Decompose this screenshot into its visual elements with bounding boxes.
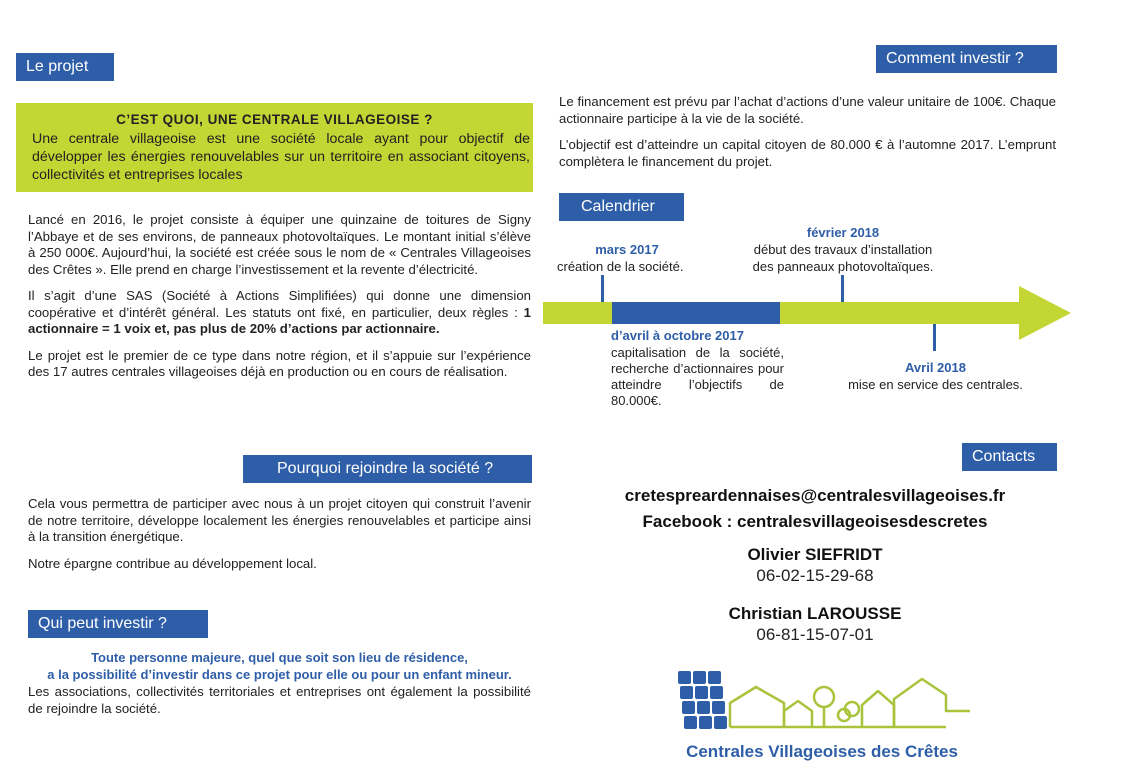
- qui-blue-line-1: Toute personne majeure, quel que soit son lieu de résidence,: [91, 650, 468, 665]
- contact-1-phone: 06-02-15-29-68: [756, 566, 874, 585]
- qui-blue-text: [28, 650, 531, 683]
- mars-text: création de la société.: [557, 259, 684, 274]
- village-outline-icon: [730, 679, 970, 727]
- fevrier-text-2: des panneaux photovoltaïques.: [752, 259, 934, 274]
- marker-mars: [601, 275, 604, 302]
- comment-text: [559, 94, 1056, 180]
- marker-avril: [933, 324, 936, 351]
- comment-investir-tag: Comment investir ?: [876, 45, 1057, 73]
- comment-para-2: L’objectif est d’atteindre un capital citoyen de 80.000 € à l’automne 2017. L’emprunt complètera le financement du projet.: [559, 137, 1056, 169]
- contacts-tag: Contacts: [962, 443, 1057, 471]
- projet-text: [28, 212, 531, 391]
- projet-rules: 1 actionnaire = 1 voix et, pas plus de 20% d’actions par actionnaire.: [28, 304, 531, 336]
- question-title: C’EST QUOI, UNE CENTRALE VILLAGEOISE ?: [116, 112, 433, 127]
- question-box: [16, 103, 533, 192]
- solar-panel-icon: [678, 671, 727, 729]
- contact-facebook[interactable]: Facebook : centralesvillageoisesdescretes: [642, 512, 988, 531]
- mars-date: mars 2017: [595, 242, 659, 257]
- pourquoi-para-1: Cela vous permettra de participer avec nous à un projet citoyen qui construit l’avenir de notre territoire, développe localement les énergies renouvelables et participe ainsi à la transition énergétique.: [28, 496, 531, 544]
- le-projet-tag: Le projet: [16, 53, 114, 81]
- avril-octobre-text: capitalisation de la société, recherche d’actionnaires pour atteindre l’objectifs de 80.000€.: [611, 345, 784, 408]
- calendrier-tag: Calendrier: [559, 193, 684, 221]
- qui-blue-line-2: a la possibilité d’investir dans ce projet pour elle ou pour un enfant mineur.: [47, 666, 512, 682]
- projet-para-1: Lancé en 2016, le projet consiste à équiper une quinzaine de toitures de Signy l’Abbaye et de ses environs, de panneaux photovoltaïques. Le montant initial s’élève à 250 000€. Aujourd’hui, la société est créée sous le nom de « Centrales Villageoises des Crêtes ». Elle prend en charge l’investissement et la revente d’électricité.: [28, 212, 531, 277]
- projet-para-2: Il s’agit d’une SAS (Société à Actions Simplifiées) qui donne une dimension coopérative et d’intérêt général. Les statuts ont fixé, en particulier, deux règles : 1 actionnaire = 1 voix et, pas plus de 20% d’actions par actionnaire.: [28, 288, 531, 336]
- contact-1-name: Olivier SIEFRIDT: [747, 545, 883, 564]
- pourquoi-tag: Pourquoi rejoindre la société ?: [243, 455, 532, 483]
- qui-tag: Qui peut investir ?: [28, 610, 208, 638]
- marker-fevrier: [841, 275, 844, 302]
- comment-para-1: Le financement est prévu par l’achat d’actions d’une valeur unitaire de 100€. Chaque actionnaire participe à la vie de la société.: [559, 94, 1056, 126]
- question-body: Une centrale villageoise est une société locale ayant pour objectif de développer les énergies renouvelables sur un territoire en associant citoyens, collectivités et entreprises locales: [32, 131, 530, 183]
- pourquoi-text: [28, 496, 531, 582]
- projet-para-3: Le projet est le premier de ce type dans notre région, et il s’appuie sur l’expérience des 17 autres centrales villageoises déjà en production ou en cours de réalisation.: [28, 347, 531, 379]
- avril-octobre-date: d’avril à octobre 2017: [611, 328, 744, 343]
- logo-text: Centrales Villageoises des Crêtes: [686, 742, 958, 761]
- avril-date: Avril 2018: [905, 360, 966, 375]
- logo-graphic: [672, 665, 977, 745]
- contact-2-phone: 06-81-15-07-01: [756, 625, 874, 644]
- avril-text: mise en service des centrales.: [848, 377, 1023, 392]
- fevrier-text-1: début des travaux d’installation: [753, 242, 933, 257]
- qui-text: Les associations, collectivités territoriales et entreprises ont également la possibilité de rejoindre la société.: [28, 684, 531, 716]
- contact-2-name: Christian LAROUSSE: [728, 604, 902, 623]
- contact-email[interactable]: cretespreardennaises@centralesvillageoises.fr: [624, 486, 1006, 505]
- timeline-capitalisation-segment: [612, 302, 780, 324]
- pourquoi-para-2: Notre épargne contribue au développement local.: [28, 555, 317, 571]
- fevrier-date: février 2018: [806, 225, 880, 240]
